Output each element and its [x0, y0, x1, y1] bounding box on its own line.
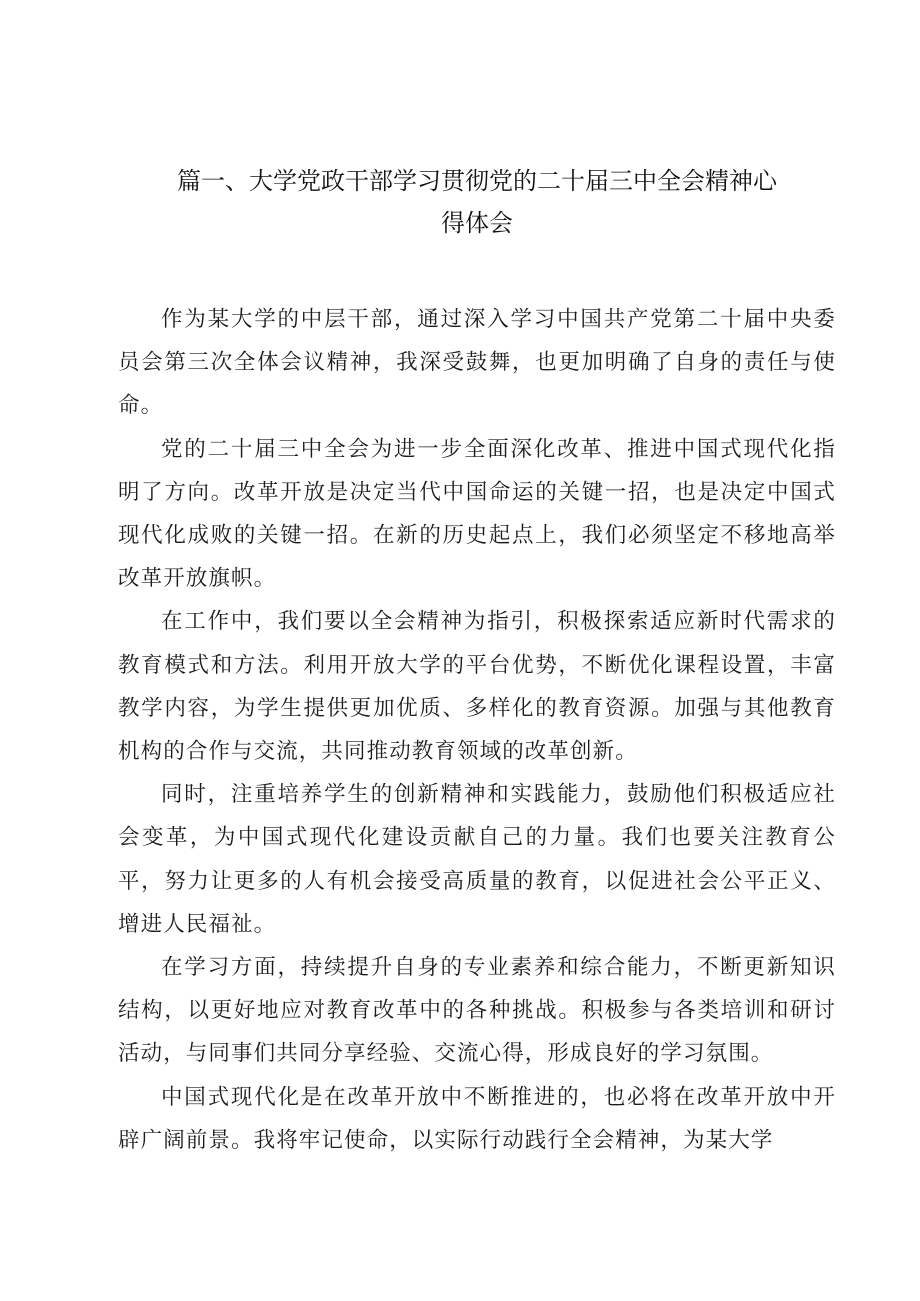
title-line-1: 篇一、大学党政干部学习贯彻党的二十届三中全会精神心: [177, 167, 777, 195]
paragraph-2: 党的二十届三中全会为进一步全面深化改革、推进中国式现代化指明了方向。改革开放是决定当代中国命运的关键一招，也是决定中国式现代化成败的关键一招。在新的历史起点上，我们必须坚定不移地高举改革开放旗帜。: [118, 436, 836, 592]
paragraph-6: 中国式现代化是在改革开放中不断推进的，也必将在改革开放中开辟广阔前景。我将牢记使命，以实际行动践行全会精神，为某大学: [118, 1084, 836, 1153]
paragraph-3: 在工作中，我们要以全会精神为指引，积极探索适应新时代需求的教育模式和方法。利用开放大学的平台优势，不断优化课程设置，丰富教学内容，为学生提供更加优质、多样化的教育资源。加强与其他教育机构的合作与交流，共同推动教育领域的改革创新。: [118, 609, 836, 765]
document-body: [118, 298, 836, 1162]
paragraph-4: 同时，注重培养学生的创新精神和实践能力，鼓励他们积极适应社会变革，为中国式现代化建设贡献自己的力量。我们也要关注教育公平，努力让更多的人有机会接受高质量的教育，以促进社会公平正义、增进人民福祉。: [118, 782, 836, 937]
paragraph-1: 作为某大学的中层干部，通过深入学习中国共产党第二十届中央委员会第三次全体会议精神，我深受鼓舞，也更加明确了自身的责任与使命。: [118, 307, 836, 419]
paragraph-5: 在学习方面，持续提升自身的专业素养和综合能力，不断更新知识结构，以更好地应对教育改革中的各种挑战。积极参与各类培训和研讨活动，与同事们共同分享经验、交流心得，形成良好的学习氛围。: [118, 955, 836, 1067]
document-title: [118, 160, 836, 244]
title-line-2: 得体会: [441, 209, 513, 237]
